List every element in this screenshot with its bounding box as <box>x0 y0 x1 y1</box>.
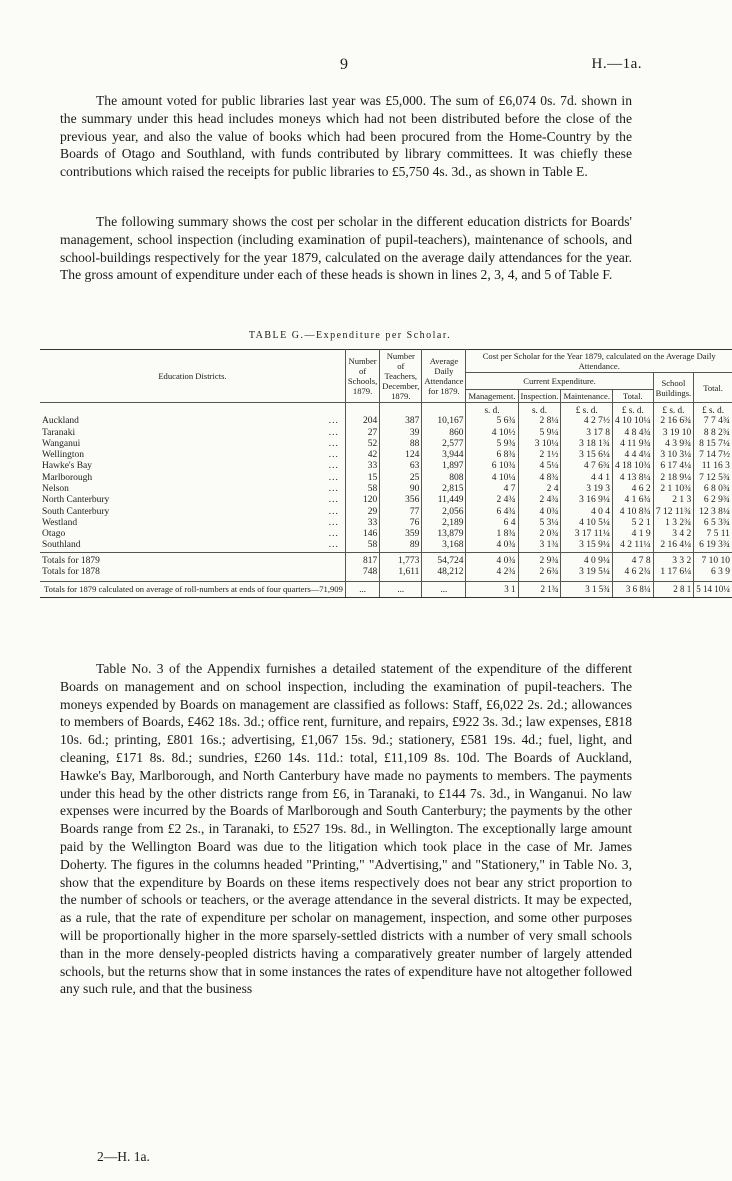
district-name: Wanganui <box>42 438 81 449</box>
cell-schools: 42 <box>345 450 379 461</box>
cell-maintenance: 3 19 3 <box>561 484 613 495</box>
table-row <box>40 484 732 495</box>
unit-total: £ s. d. <box>702 405 725 415</box>
cell-management: 4 2¾ <box>466 567 518 582</box>
cell-schools: 27 <box>345 428 379 439</box>
table-row <box>40 540 732 552</box>
cell-attendance: 3,168 <box>422 540 466 552</box>
cell-buildings: 3 10 3¼ <box>653 450 694 461</box>
calculated-totals-row <box>40 582 732 598</box>
cell-schools: 29 <box>345 507 379 518</box>
leader-dots: ... <box>328 416 339 427</box>
cell-attendance: 2,056 <box>422 507 466 518</box>
cell-maintenance: 3 15 9¼ <box>561 540 613 552</box>
cell-attendance: ... <box>422 582 466 598</box>
table-row <box>40 439 732 450</box>
cell-teachers: 1,611 <box>380 567 422 582</box>
cell-teachers: 88 <box>380 439 422 450</box>
totals-row <box>40 552 732 567</box>
cell-current-total: 4 10 8¾ <box>612 507 653 518</box>
cell-maintenance: 3 18 1¾ <box>561 439 613 450</box>
cell-buildings: 3 19 10 <box>653 428 694 439</box>
cell-attendance: 2,189 <box>422 518 466 529</box>
cell-buildings: 2 8 1 <box>653 582 694 598</box>
unit-buildings: £ s. d. <box>653 403 694 417</box>
cell-schools: 204 <box>345 416 379 427</box>
cell-total: 11 16 3 <box>701 461 730 472</box>
cell-current-total: 4 6 2¾ <box>612 567 653 582</box>
cell-current-total: 4 2 11¼ <box>612 540 653 552</box>
cell-buildings: 2 1 3 <box>653 495 694 506</box>
cell-total: 6 2 9¾ <box>703 495 730 506</box>
leader-dots: ... <box>328 495 339 506</box>
unit-maintenance: £ s. d. <box>561 403 613 417</box>
unit-current-total: £ s. d. <box>612 403 653 417</box>
cell-buildings: 2 1 10¾ <box>653 484 694 495</box>
cell-management: 4 10¼ <box>466 473 518 484</box>
cell-total: 6 8 0¾ <box>703 484 730 495</box>
cell-current-total: 4 4 4¼ <box>612 450 653 461</box>
cell-current-total: 4 7 8 <box>612 552 653 567</box>
district-name: South Canterbury <box>42 506 110 517</box>
cell-maintenance: 3 17 11¼ <box>561 529 613 540</box>
cell-inspection: 4 8¾ <box>518 473 561 484</box>
cell-schools: 58 <box>345 540 379 552</box>
paragraph-libraries <box>60 92 632 181</box>
table-row <box>40 518 732 529</box>
cell-district <box>40 507 345 518</box>
cell-current-total: 4 10 10¼ <box>612 416 653 427</box>
cell-district: Totals for 1879 calculated on average of roll-numbers at ends of four quarters—71,909 <box>40 582 345 598</box>
cell-teachers: 77 <box>380 507 422 518</box>
cell-management: 4 0¾ <box>466 552 518 567</box>
cell-total: 5 14 10¼ <box>694 582 732 598</box>
cell-current-total: 4 13 8¼ <box>612 473 653 484</box>
leader-dots: ... <box>328 506 339 517</box>
cell-management: 4 7 <box>466 484 518 495</box>
leader-dots: ... <box>328 472 339 483</box>
expenditure-table <box>40 349 732 598</box>
district-name: Wellington <box>42 450 84 461</box>
cell-total: 8 8 2¾ <box>703 427 730 438</box>
cell-schools: 33 <box>345 518 379 529</box>
cell-buildings: 6 17 4¼ <box>653 461 694 472</box>
cell-attendance: 10,167 <box>422 416 466 427</box>
cell-management: 4 0¾ <box>466 540 518 552</box>
cell-schools: 748 <box>345 567 379 582</box>
leader-dots: ... <box>328 517 339 528</box>
district-name: Otago <box>42 529 66 540</box>
leader-dots: ... <box>328 540 339 551</box>
cell-teachers: 76 <box>380 518 422 529</box>
cell-attendance: 2,577 <box>422 439 466 450</box>
header-teachers: Number of Teachers, December, 1879. <box>380 350 422 403</box>
cell-teachers: 124 <box>380 450 422 461</box>
header-buildings: School Buildings. <box>653 373 694 403</box>
cell-current-total: 4 18 10¾ <box>612 461 653 472</box>
cell-maintenance: 4 0 9¼ <box>561 552 613 567</box>
district-name: Taranaki <box>42 427 76 438</box>
cell-district <box>40 450 345 461</box>
cell-maintenance: 3 16 9¼ <box>561 495 613 506</box>
cell-teachers: 387 <box>380 416 422 427</box>
cell-current-total: 4 8 4¾ <box>612 428 653 439</box>
cell-schools: 15 <box>345 473 379 484</box>
document-reference: H.—1a. <box>591 56 642 72</box>
leader-dots: ... <box>328 529 339 540</box>
table-title: TABLE G.—Expenditure per Scholar. <box>248 330 452 341</box>
cell-total: 7 7 4¾ <box>703 416 730 427</box>
header-cost-group: Cost per Scholar for the Year 1879, calculated on the Average Daily Attendance. <box>466 350 732 373</box>
cell-total: 8 15 7¼ <box>699 438 730 449</box>
cell-buildings: 2 16 4¼ <box>653 540 694 552</box>
cell-management: 1 8¾ <box>466 529 518 540</box>
cell-teachers: 89 <box>380 540 422 552</box>
cell-total: 6 5 3¾ <box>703 517 730 528</box>
cell-maintenance: 4 7 6¾ <box>561 461 613 472</box>
cell-teachers: 359 <box>380 529 422 540</box>
cell-maintenance: 3 17 8 <box>561 428 613 439</box>
table-row <box>40 507 732 518</box>
district-name: North Canterbury <box>42 495 110 506</box>
header-district: Education Districts. <box>40 350 345 403</box>
cell-inspection: 2 9¾ <box>518 552 561 567</box>
cell-district <box>40 439 345 450</box>
table-row <box>40 461 732 472</box>
cell-current-total: 4 1 6¾ <box>612 495 653 506</box>
header-attendance: Average Daily Attendance for 1879. <box>422 350 466 403</box>
cell-schools: 146 <box>345 529 379 540</box>
cell-attendance: 2,815 <box>422 484 466 495</box>
cell-current-total: 5 2 1 <box>612 518 653 529</box>
cell-maintenance: 4 2 7½ <box>561 416 613 427</box>
cell-maintenance: 3 19 5¼ <box>561 567 613 582</box>
cell-district <box>40 428 345 439</box>
page-number: 9 <box>340 56 348 73</box>
district-name: Auckland <box>42 416 79 427</box>
table-row <box>40 450 732 461</box>
cell-buildings: 2 16 6¾ <box>653 416 694 427</box>
cell-inspection: 2 1½ <box>518 450 561 461</box>
cell-teachers: 39 <box>380 428 422 439</box>
cell-district <box>40 495 345 506</box>
cell-buildings: 4 3 9¾ <box>653 439 694 450</box>
cell-buildings: 1 3 2¾ <box>653 518 694 529</box>
cell-inspection: 5 9¼ <box>518 428 561 439</box>
cell-buildings: 3 4 2 <box>653 529 694 540</box>
cell-current-total: 4 1 9 <box>612 529 653 540</box>
cell-schools: 120 <box>345 495 379 506</box>
cell-attendance: 54,724 <box>422 552 466 567</box>
cell-inspection: 2 4¾ <box>518 495 561 506</box>
cell-maintenance: 3 15 6¼ <box>561 450 613 461</box>
leader-dots: ... <box>328 427 339 438</box>
cell-management: 5 6¾ <box>466 416 518 427</box>
cell-schools: 33 <box>345 461 379 472</box>
cell-current-total: 4 11 9¾ <box>612 439 653 450</box>
cell-buildings: 3 3 2 <box>653 552 694 567</box>
cell-teachers: 63 <box>380 461 422 472</box>
cell-inspection: 3 1¾ <box>518 540 561 552</box>
table-row <box>40 473 732 484</box>
cell-buildings: 1 17 6¼ <box>653 567 694 582</box>
totals-row <box>40 567 732 582</box>
cell-district <box>40 473 345 484</box>
header-inspection: Inspection. <box>518 390 561 403</box>
cell-district <box>40 484 345 495</box>
cell-district <box>40 416 345 427</box>
cell-district <box>40 540 345 552</box>
header-current-expenditure: Current Expenditure. <box>466 373 653 390</box>
cell-inspection: 4 0¾ <box>518 507 561 518</box>
header-total: Total. <box>703 382 723 393</box>
cell-current-total: 4 6 2 <box>612 484 653 495</box>
cell-management: 6 10¾ <box>466 461 518 472</box>
cell-teachers: 25 <box>380 473 422 484</box>
cell-attendance: 3,944 <box>422 450 466 461</box>
district-name: Nelson <box>42 484 69 495</box>
cell-maintenance: 4 10 5¼ <box>561 518 613 529</box>
header-maintenance: Maintenance. <box>561 390 613 403</box>
cell-attendance: 1,897 <box>422 461 466 472</box>
cell-district <box>40 461 345 472</box>
cell-maintenance: 3 1 5¾ <box>561 582 613 598</box>
cell-district <box>40 529 345 540</box>
cell-inspection: 2 1¾ <box>518 582 561 598</box>
paragraph-libraries-text: The amount voted for public libraries last year was £5,000. The sum of £6,074 0s. 7d. shown in the summary under this head includes moneys which had not been distributed before the close of the previous year, and also the value of books which had been procured from the Home-Country by the Boards of Otago and Southland, with funds contributed by library committees. It was chiefly these contributions which raised the receipts for public libraries to £5,750 4s. 3d., as shown in Table E. <box>60 93 632 180</box>
cell-attendance: 808 <box>422 473 466 484</box>
paragraph-management-expenses <box>60 660 632 998</box>
cell-current-total: 3 6 8¼ <box>612 582 653 598</box>
leader-dots: ... <box>328 461 339 472</box>
district-name: Southland <box>42 540 81 551</box>
cell-maintenance: 4 4 1 <box>561 473 613 484</box>
cell-inspection: 3 10¼ <box>518 439 561 450</box>
cell-management: 6 4¾ <box>466 507 518 518</box>
table-row <box>40 529 732 540</box>
district-name: Westland <box>42 517 78 528</box>
cell-inspection: 4 5¼ <box>518 461 561 472</box>
cell-total: 6 19 3¾ <box>699 540 730 551</box>
cell-total: 6 3 9 <box>710 566 730 577</box>
district-name: Marlborough <box>42 472 93 483</box>
cell-buildings: 2 18 9¼ <box>653 473 694 484</box>
cell-total: 7 14 7½ <box>699 450 730 461</box>
cell-district <box>40 518 345 529</box>
cell-teachers: ... <box>380 582 422 598</box>
district-name: Hawke's Bay <box>42 461 92 472</box>
cell-attendance: 13,879 <box>422 529 466 540</box>
cell-attendance: 11,449 <box>422 495 466 506</box>
header-schools: Number of Schools, 1879. <box>345 350 379 403</box>
cell-schools: ... <box>345 582 379 598</box>
cell-schools: 817 <box>345 552 379 567</box>
cell-management: 3 1 <box>466 582 518 598</box>
cell-teachers: 90 <box>380 484 422 495</box>
cell-schools: 58 <box>345 484 379 495</box>
table-row <box>40 495 732 506</box>
page-footer: 2—H. 1a. <box>97 1149 150 1164</box>
table-row <box>40 416 732 427</box>
header-management: Management. <box>466 390 518 403</box>
cell-total: 12 3 8¼ <box>699 506 730 517</box>
table-row <box>40 428 732 439</box>
leader-dots: ... <box>328 438 339 449</box>
cell-district: Totals for 1878 <box>40 567 345 582</box>
unit-inspection: s. d. <box>518 403 561 417</box>
cell-attendance: 48,212 <box>422 567 466 582</box>
cell-management: 5 9¾ <box>466 439 518 450</box>
cell-inspection: 2 0¾ <box>518 529 561 540</box>
cell-management: 6 8¾ <box>466 450 518 461</box>
leader-dots: ... <box>328 450 339 461</box>
cell-total: 7 5 11 <box>706 529 730 540</box>
cell-teachers: 1,773 <box>380 552 422 567</box>
cell-total: 7 10 10 <box>694 552 732 567</box>
cell-inspection: 2 8¼ <box>518 416 561 427</box>
cell-teachers: 356 <box>380 495 422 506</box>
cell-management: 2 4¾ <box>466 495 518 506</box>
cell-management: 6 4 <box>466 518 518 529</box>
paragraph-management-expenses-text: Table No. 3 of the Appendix furnishes a detailed statement of the expenditure of the different Boards on management and on school inspection, including the examination of pupil-teachers. The moneys expended by Boards on management are classified as follows: Staff, £6,022 2s. 2d.; allowances to members of Boards, £462 18s. 3d.; office rent, furniture, and repairs, £922 3s. 3d.; law expenses, £818 10s. 6d.; printing, £801 16s.; advertising, £1,067 15s. 9d.; stationery, £581 19s. 4d.; fuel, light, and cleaning, £171 8s. 8d.; sundries, £260 14s. 11d.: total, £11,109 8s. 10d. The Boards of Auckland, Hawke's Bay, Marlborough, and North Canterbury have made no payments to members. The payments under this head by the other districts range from £6, in Taranaki, to £144 7s. 3d., in Wanganui. No law expenses were incurred by the Boards of Marlborough and South Canterbury; the payments by the other Boards range from £2 2s., in Taranaki, to £527 19s. 8d., in Wellington. The exceptionally large amount paid by the Wellington Board was due to the litigation which took place in the case of Mr. James Doherty. The figures in the columns headed "Printing," "Advertising," and "Stationery," in Table No. 3, show that the expenditure by Boards on these items respectively does not bear any strict proportion to the number of schools or teachers, or the average attendance in the several districts. It may be expected, as a rule, that the rate of expenditure per scholar on management, inspection, and some other purposes will be proportionally higher in the more sparsely-settled districts with a number of very small schools than in the more densely-peopled districts having a comparatively greater number of largely attended schools, but the returns show that in some instances the rates of expenditure have not altogether followed any such rule, and that the business <box>60 661 632 997</box>
cell-management: 4 10½ <box>466 428 518 439</box>
unit-management: s. d. <box>466 403 518 417</box>
header-current-total: Total. <box>612 390 653 403</box>
cell-maintenance: 4 0 4 <box>561 507 613 518</box>
paragraph-summary-intro <box>60 213 632 284</box>
cell-district: Totals for 1879 <box>40 552 345 567</box>
paragraph-summary-intro-text: The following summary shows the cost per scholar in the different education districts for Boards' management, school inspection (including examination of pupil-teachers), maintenance of schools, and school-buildings respectively for the year 1879, calculated on the average daily attendances for the year. The gross amount of expenditure under each of these heads is shown in lines 2, 3, 4, and 5 of Table F. <box>60 214 632 283</box>
cell-inspection: 5 3¼ <box>518 518 561 529</box>
cell-inspection: 2 4 <box>518 484 561 495</box>
cell-schools: 52 <box>345 439 379 450</box>
leader-dots: ... <box>328 484 339 495</box>
cell-inspection: 2 6¾ <box>518 567 561 582</box>
cell-buildings: 7 12 11¾ <box>653 507 694 518</box>
cell-attendance: 860 <box>422 428 466 439</box>
cell-total: 7 12 5¾ <box>699 472 730 483</box>
